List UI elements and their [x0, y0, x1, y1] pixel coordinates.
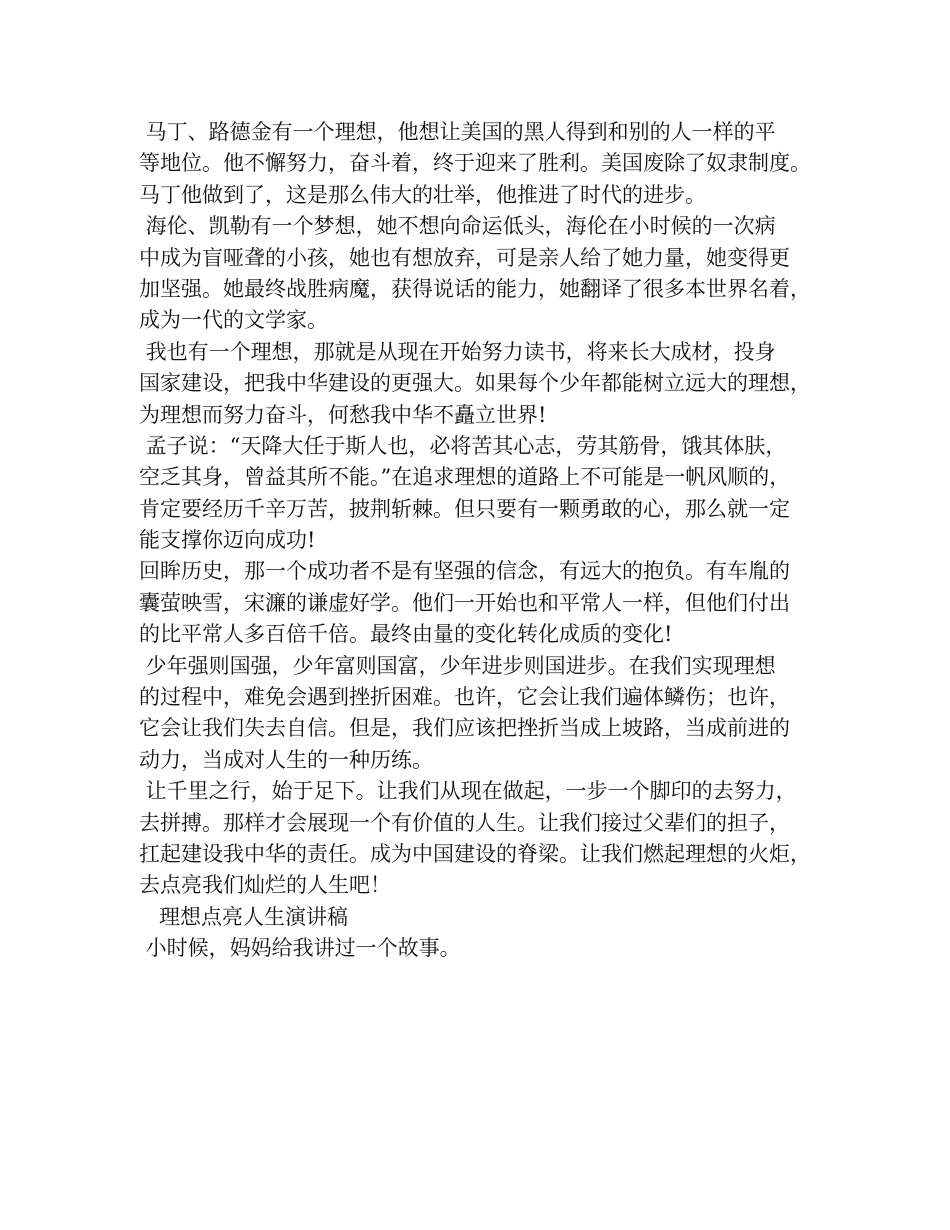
text-line: 海伦、凯勒有一个梦想，她不想向命运低头，海伦在小时候的一次病: [139, 214, 776, 239]
text-line: 它会让我们失去自信。但是，我们应该把挫折当成上坡路，当成前进的: [139, 716, 790, 741]
text-line: 空乏其身，曾益其所不能。”在追求理想的道路上不可能是一帆风顺的，: [139, 465, 791, 490]
text-line: 肯定要经历千辛万苦，披荆斩棘。但只要有一颗勇敢的心，那么就一定: [139, 496, 790, 521]
text-line: 加坚强。她最终战胜病魔，获得说话的能力，她翻译了很多本世界名着，: [139, 276, 811, 301]
text-line: 中成为盲哑聋的小孩，她也有想放弃，可是亲人给了她力量，她变得更: [139, 245, 790, 270]
text-line: 马丁、路德金有一个理想，他想让美国的黑人得到和别的人一样的平: [139, 120, 776, 144]
text-line: 动力，当成对人生的一种历练。: [139, 747, 433, 772]
text-line: 能支撑你迈向成功!: [139, 528, 316, 553]
text-line: 等地位。他不懈努力，奋斗着，终于迎来了胜利。美国废除了奴隶制度。: [139, 151, 811, 176]
text-line: 的比平常人多百倍千倍。最终由量的变化转化成质的变化!: [139, 622, 673, 647]
text-line: 去点亮我们灿烂的人生吧！: [139, 873, 391, 898]
text-line: 马丁他做到了，这是那么伟大的壮举，他推进了时代的进步。: [139, 182, 706, 207]
section-title: 理想点亮人生演讲稿: [139, 904, 349, 929]
text-line: 为理想而努力奋斗，何愁我中华不矗立世界!: [139, 402, 547, 427]
text-line: 孟子说：“天降大任于斯人也，必将苦其心志，劳其筋骨，饿其体肤，: [139, 433, 787, 458]
text-line: 的过程中，难免会遇到挫折困难。也许，它会让我们遍体鳞伤；也许，: [139, 685, 790, 710]
text-line: 回眸历史，那一个成功者不是有坚强的信念，有远大的抱负。有车胤的: [139, 559, 790, 584]
text-line: 去拼搏。那样才会展现一个有价值的人生。让我们接过父辈们的担子，: [139, 810, 790, 835]
text-line: 让千里之行，始于足下。让我们从现在做起，一步一个脚印的去努力，: [139, 779, 797, 804]
text-line: 成为一代的文学家。: [139, 308, 328, 333]
text-line: 国家建设，把我中华建设的更强大。如果每个少年都能树立远大的理想，: [139, 371, 811, 396]
document-body: [139, 117, 839, 965]
text-line: 扛起建设我中华的责任。成为中国建设的脊梁。让我们燃起理想的火炬，: [139, 841, 811, 866]
text-line: 小时候，妈妈给我讲过一个故事。: [139, 936, 461, 961]
text-line: 少年强则国强，少年富则国富，少年进步则国进步。在我们实现理想: [139, 653, 776, 678]
text-line: 我也有一个理想，那就是从现在开始努力读书，将来长大成材，投身: [139, 339, 776, 364]
text-line: 囊萤映雪，宋濂的谦虚好学。他们一开始也和平常人一样，但他们付出: [139, 590, 790, 615]
